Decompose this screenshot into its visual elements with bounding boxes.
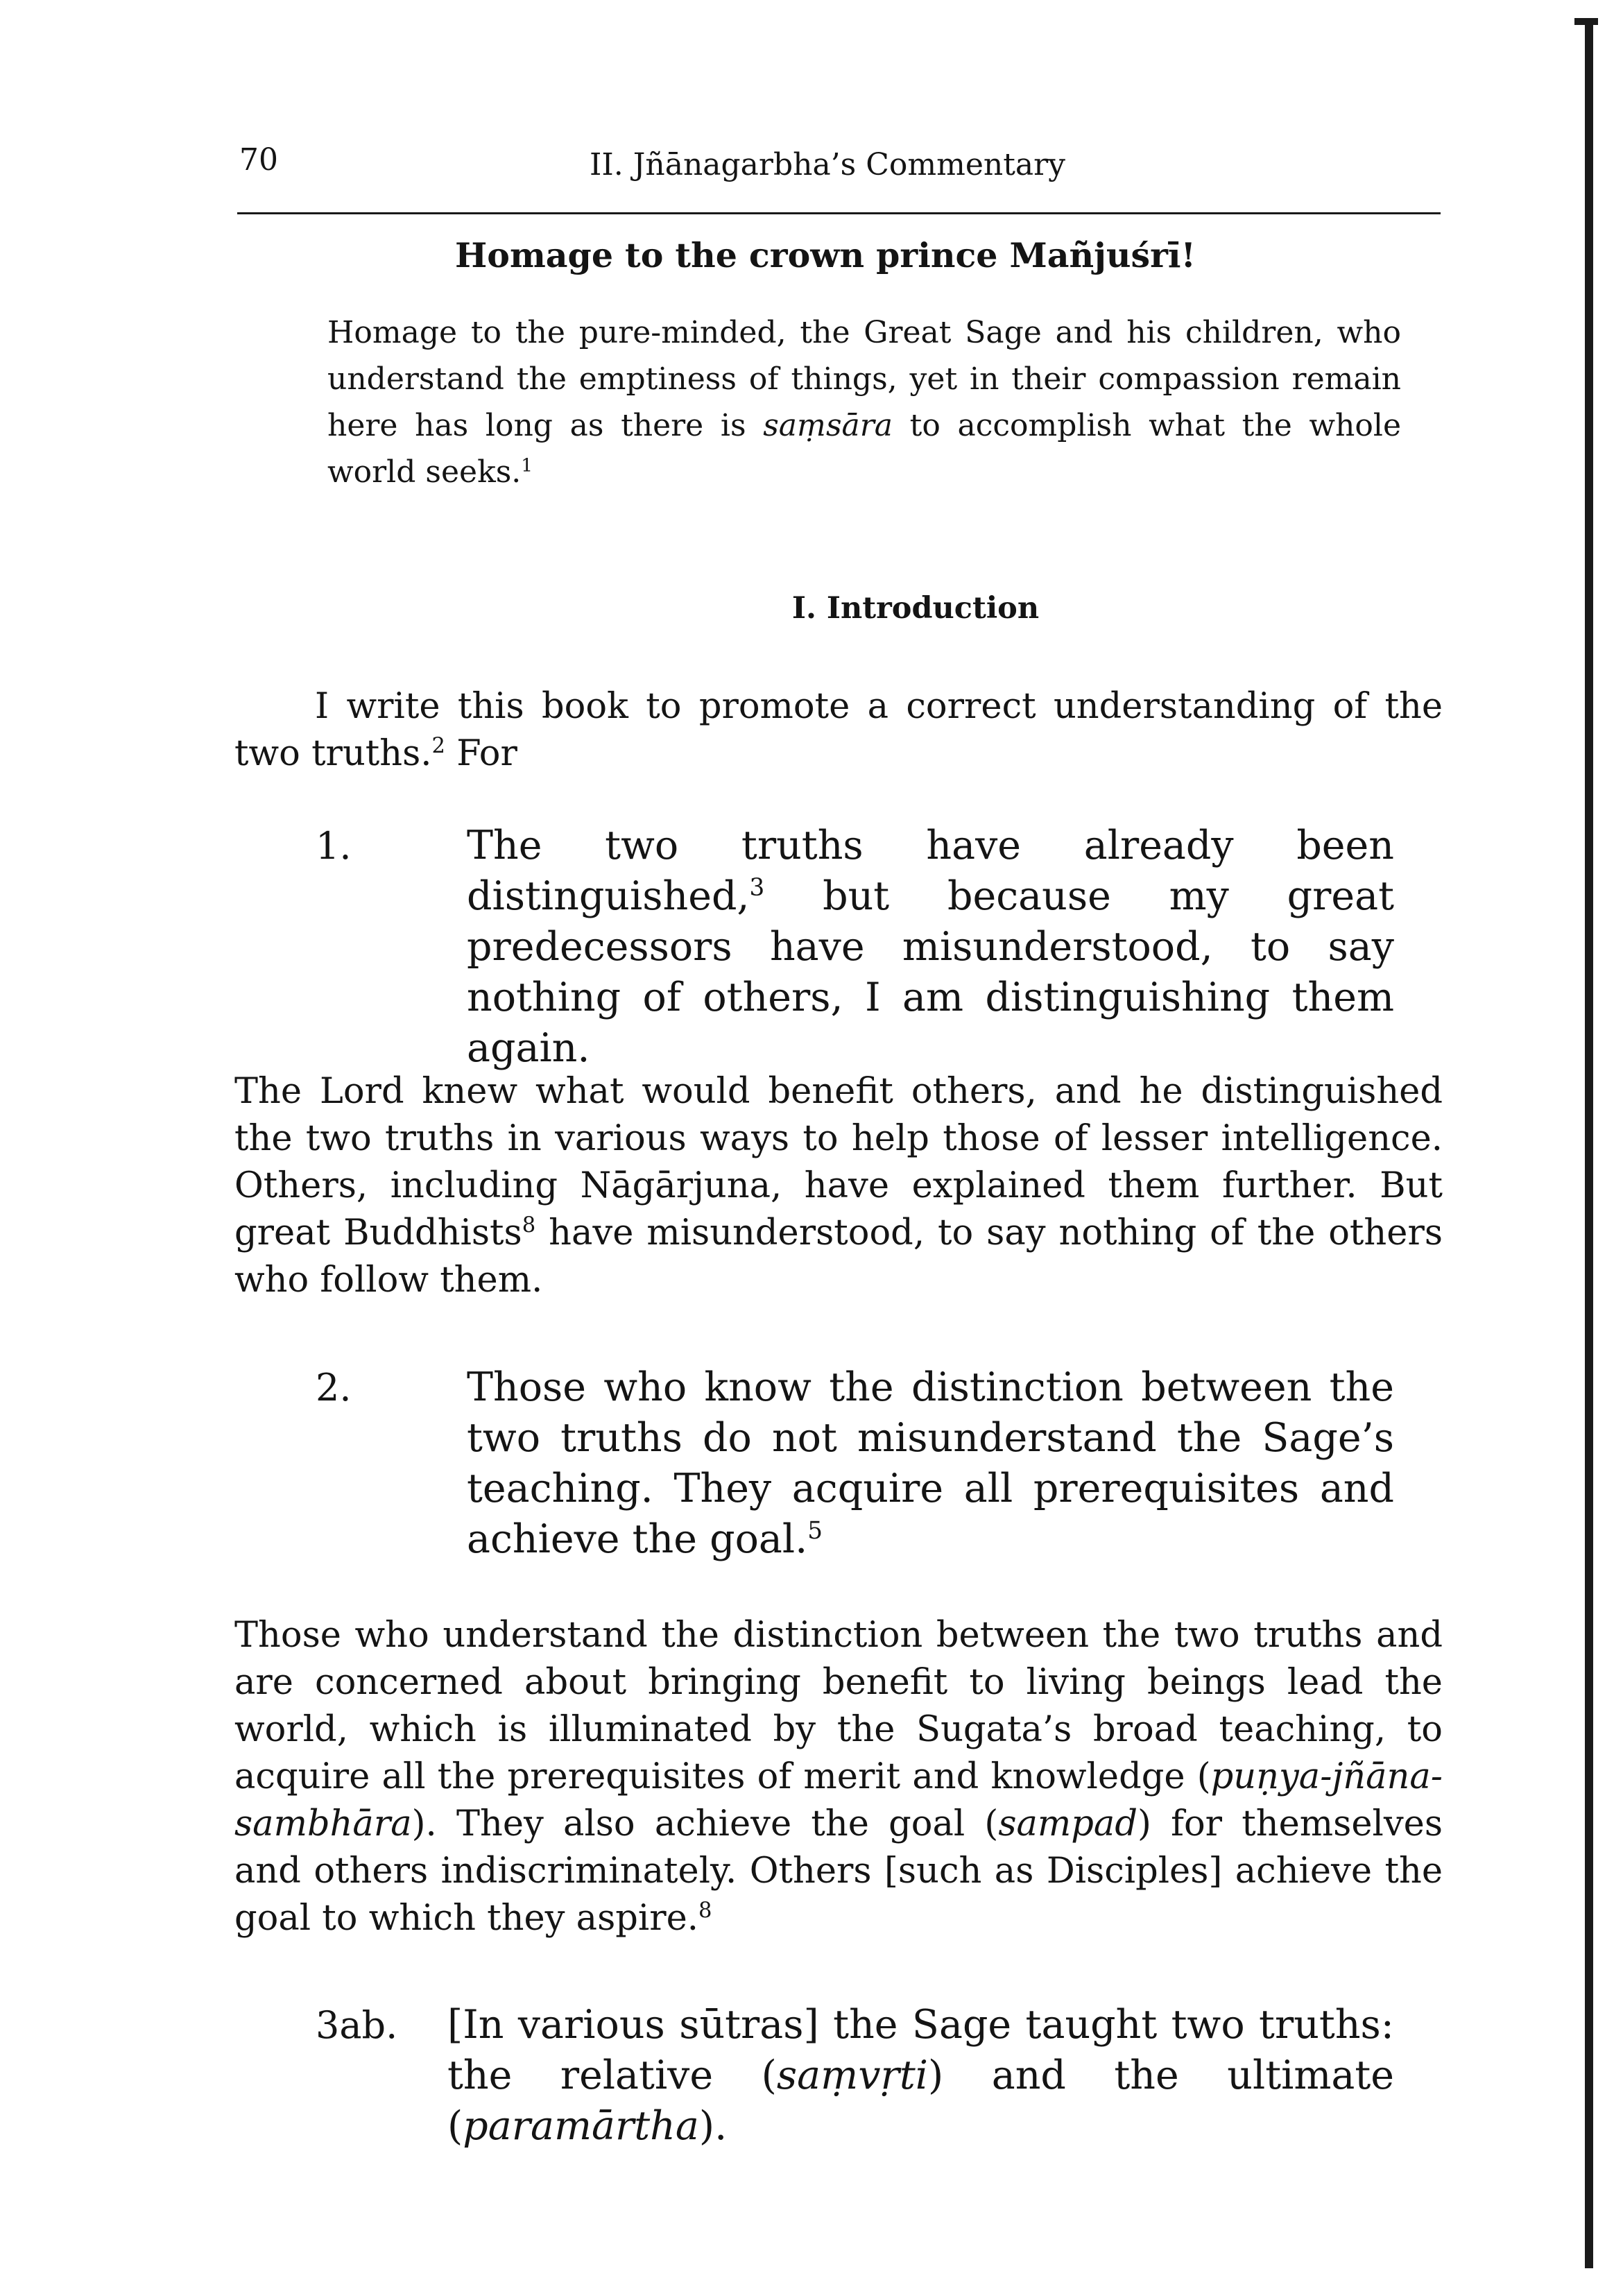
verse-1-text-a: The two truths have already been distinguished, [467,823,1394,919]
intro-text-tail: For [445,733,517,774]
commentary-1-text-a: The Lord knew what would benefit others, and he distinguished the two truths in various ways to help those of lesser intelligence. Others, including Nāgārjuna, have explained them further. But great Buddhists [234,1071,1443,1253]
footnote-marker: 5 [807,1517,823,1545]
intro-paragraph [234,683,1443,778]
header-rule [237,212,1441,214]
book-spine-edge [1585,21,1593,2268]
running-header-title: II. Jñānagarbha’s Commentary [590,147,1066,182]
homage-title: Homage to the crown prince Mañjuśrī! [454,235,1196,275]
verse-3ab-text-b: ) and the ultimate ( [447,2053,1394,2149]
verse-number: 2. [316,1366,352,1410]
section-heading: I. Introduction [791,591,1040,626]
commentary-paragraph-1 [234,1068,1443,1304]
footnote-marker: 2 [431,734,445,758]
verse-1-text-b: but because my great predecessors have misunderstood, to say nothing of others, I am distinguishing them again. [467,873,1394,1071]
verse-number: 1. [316,824,352,868]
homage-verse-term: saṃsāra [763,408,893,443]
commentary-2-text-a: Those who understand the distinction between the two truths and are concerned about bringing benefit to living beings lead the world, which is illuminated by the Sugata’s broad teaching, to acquire all the prerequisites of merit and knowledge ( [234,1615,1443,1797]
verse-3ab-text-c: ). [698,2103,728,2149]
footnote-marker: 8 [698,1899,712,1923]
sanskrit-term: saṃvṛti [776,2053,928,2098]
verse-text [447,2000,1394,2152]
homage-verse-text-end: to accomplish what the whole world seeks. [327,408,1401,490]
verse-text [467,1362,1394,1565]
homage-verse-text: Homage to the pure-minded, the Great Sage and his children, who understand the emptiness of things, yet in their compassion remain here has long as there is [327,315,1401,443]
intro-text: I write this book to promote a correct understanding of the two truths. [234,686,1443,774]
page-number: 70 [239,142,278,178]
sanskrit-term: paramārtha [463,2103,699,2149]
verse-number: 3ab. [316,2003,398,2047]
sanskrit-term: sampad [998,1804,1137,1844]
commentary-paragraph-2 [234,1612,1443,1942]
sanskrit-term: puṇya-jñāna-sambhāra [234,1756,1443,1844]
footnote-marker: 3 [749,874,765,902]
homage-verse [327,309,1401,495]
footnote-marker: 1 [521,454,533,477]
footnote-marker: 8 [522,1213,536,1237]
commentary-2-text-b: ). They also achieve the goal ( [411,1804,999,1844]
commentary-1-text-b: have misunderstood, to say nothing of the others who follow them. [234,1213,1443,1301]
commentary-2-text-c: ) for themselves and others indiscriminately. Others [such as Disciples] achieve the goal to which they aspire. [234,1804,1443,1939]
verse-text [467,821,1394,1074]
verse-3ab-text-a: [In various sūtras] the Sage taught two truths: the relative ( [447,2002,1394,2098]
verse-2-text: Those who know the distinction between the two truths do not misunderstand the Sage’s teaching. They acquire all prerequisites and achieve the goal. [467,1364,1394,1562]
